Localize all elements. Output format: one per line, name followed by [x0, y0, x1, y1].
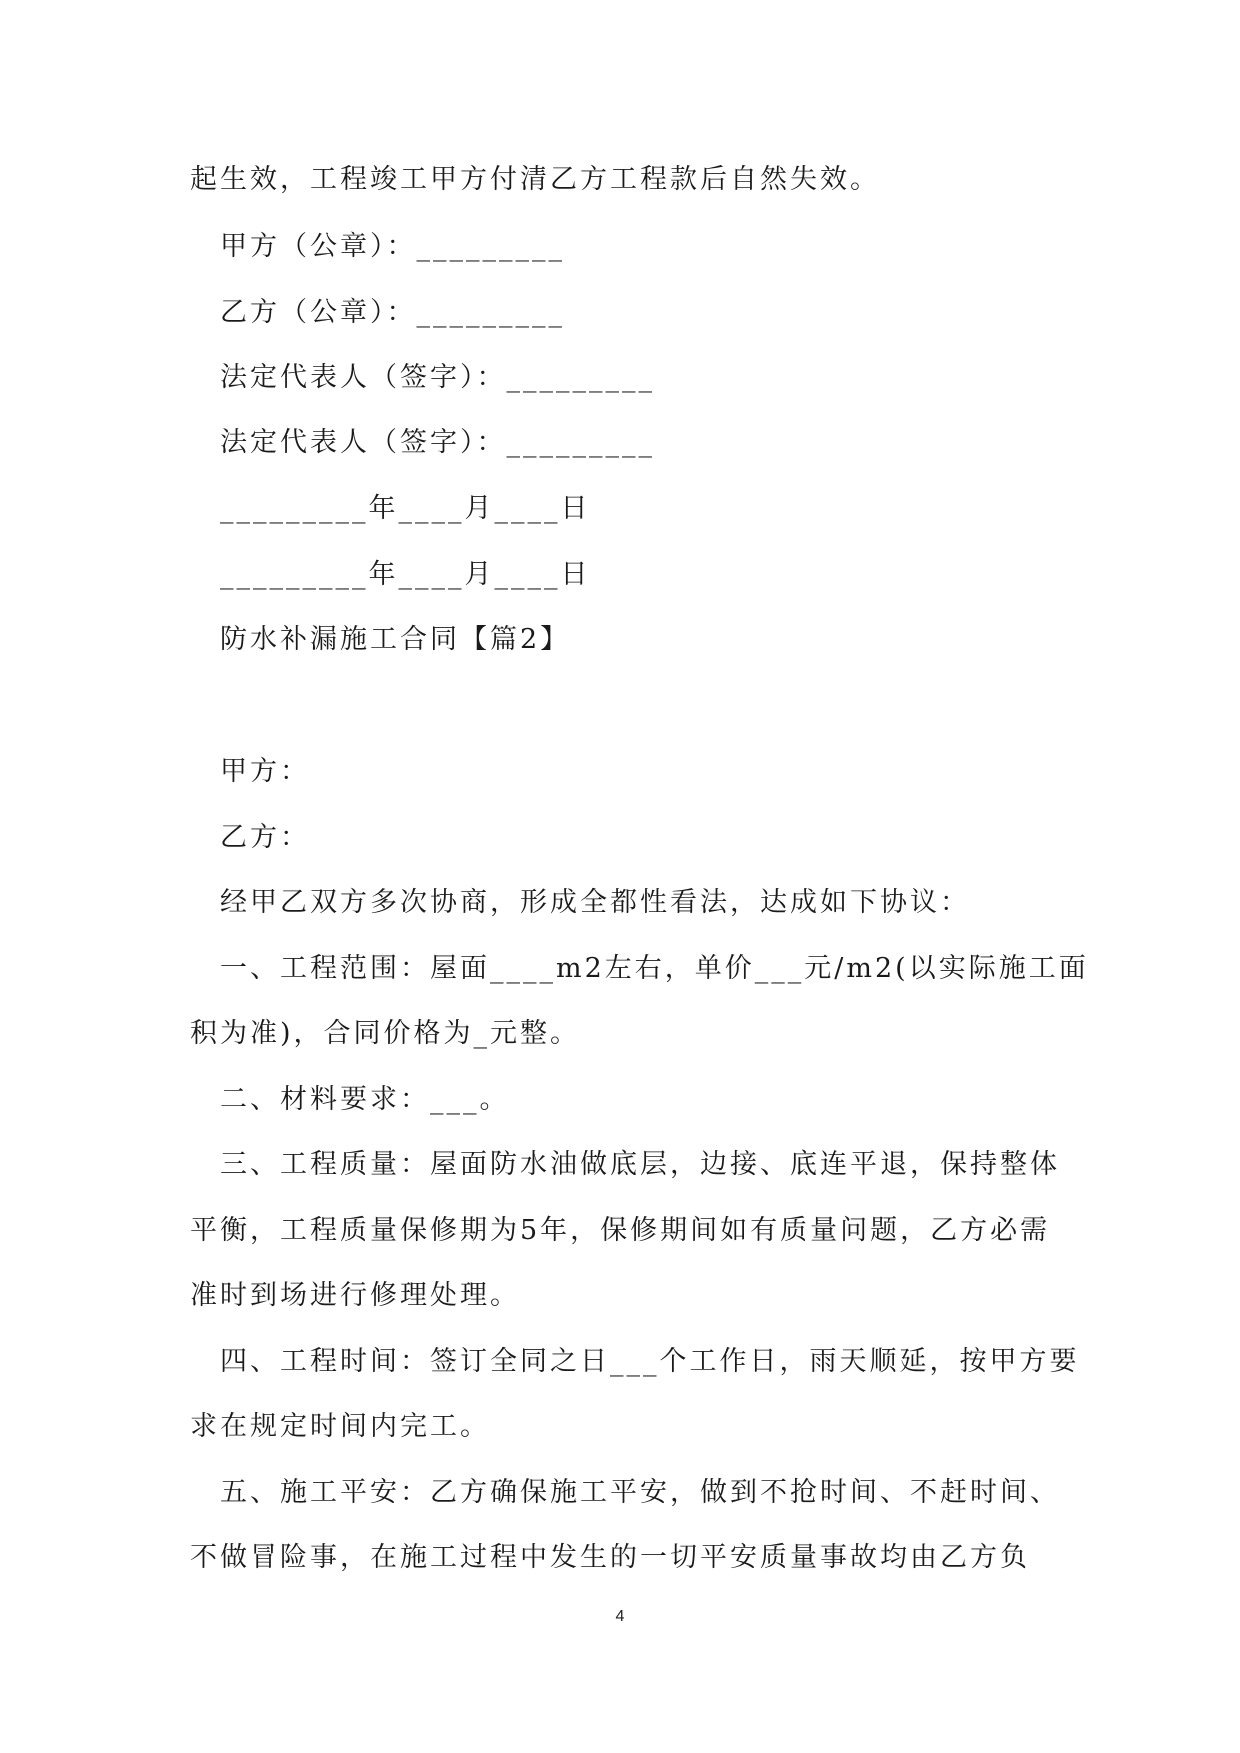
party-b-seal-line: 乙方（公章）：_________ [220, 297, 565, 328]
text-line-1: 起生效，工程竣工甲方付清乙方工程款后自然失效。 [190, 164, 880, 195]
date-line-1: _________年____月____日 [220, 493, 591, 524]
legal-rep-signature-line-2: 法定代表人（签字）：_________ [220, 427, 655, 458]
party-a-seal-line: 甲方（公章）：_________ [220, 231, 565, 262]
clause-3-line-2: 平衡，工程质量保修期为5年，保修期间如有质量问题，乙方必需 [190, 1215, 1051, 1246]
clause-1-line-1: 一、工程范围：屋面____m2左右，单价___元/m2(以实际施工面 [220, 953, 1089, 984]
clause-3-line-1: 三、工程质量：屋面防水油做底层，边接、底连平退，保持整体 [220, 1149, 1060, 1180]
party-b-line: 乙方： [220, 822, 310, 853]
page-number: 4 [615, 1608, 625, 1625]
clause-1-line-2: 积为准)，合同价格为_元整。 [190, 1018, 581, 1049]
clause-3-line-3: 准时到场进行修理处理。 [190, 1280, 520, 1311]
legal-rep-signature-line-1: 法定代表人（签字）：_________ [220, 362, 655, 393]
date-line-2: _________年____月____日 [220, 559, 591, 590]
clause-4-line-2: 求在规定时间内完工。 [190, 1411, 490, 1442]
clause-5-line-1: 五、施工平安：乙方确保施工平安，做到不抢时间、不赶时间、 [220, 1477, 1060, 1508]
clause-5-line-2: 不做冒险事，在施工过程中发生的一切平安质量事故均由乙方负 [190, 1542, 1030, 1573]
contract-title: 防水补漏施工合同【篇2】 [220, 624, 571, 655]
clause-2-line-1: 二、材料要求：___。 [220, 1084, 510, 1115]
agreement-intro: 经甲乙双方多次协商，形成全都性看法，达成如下协议： [220, 887, 970, 918]
clause-4-line-1: 四、工程时间：签订全同之日___个工作日，雨天顺延，按甲方要 [220, 1346, 1080, 1377]
party-a-line: 甲方： [220, 756, 310, 787]
